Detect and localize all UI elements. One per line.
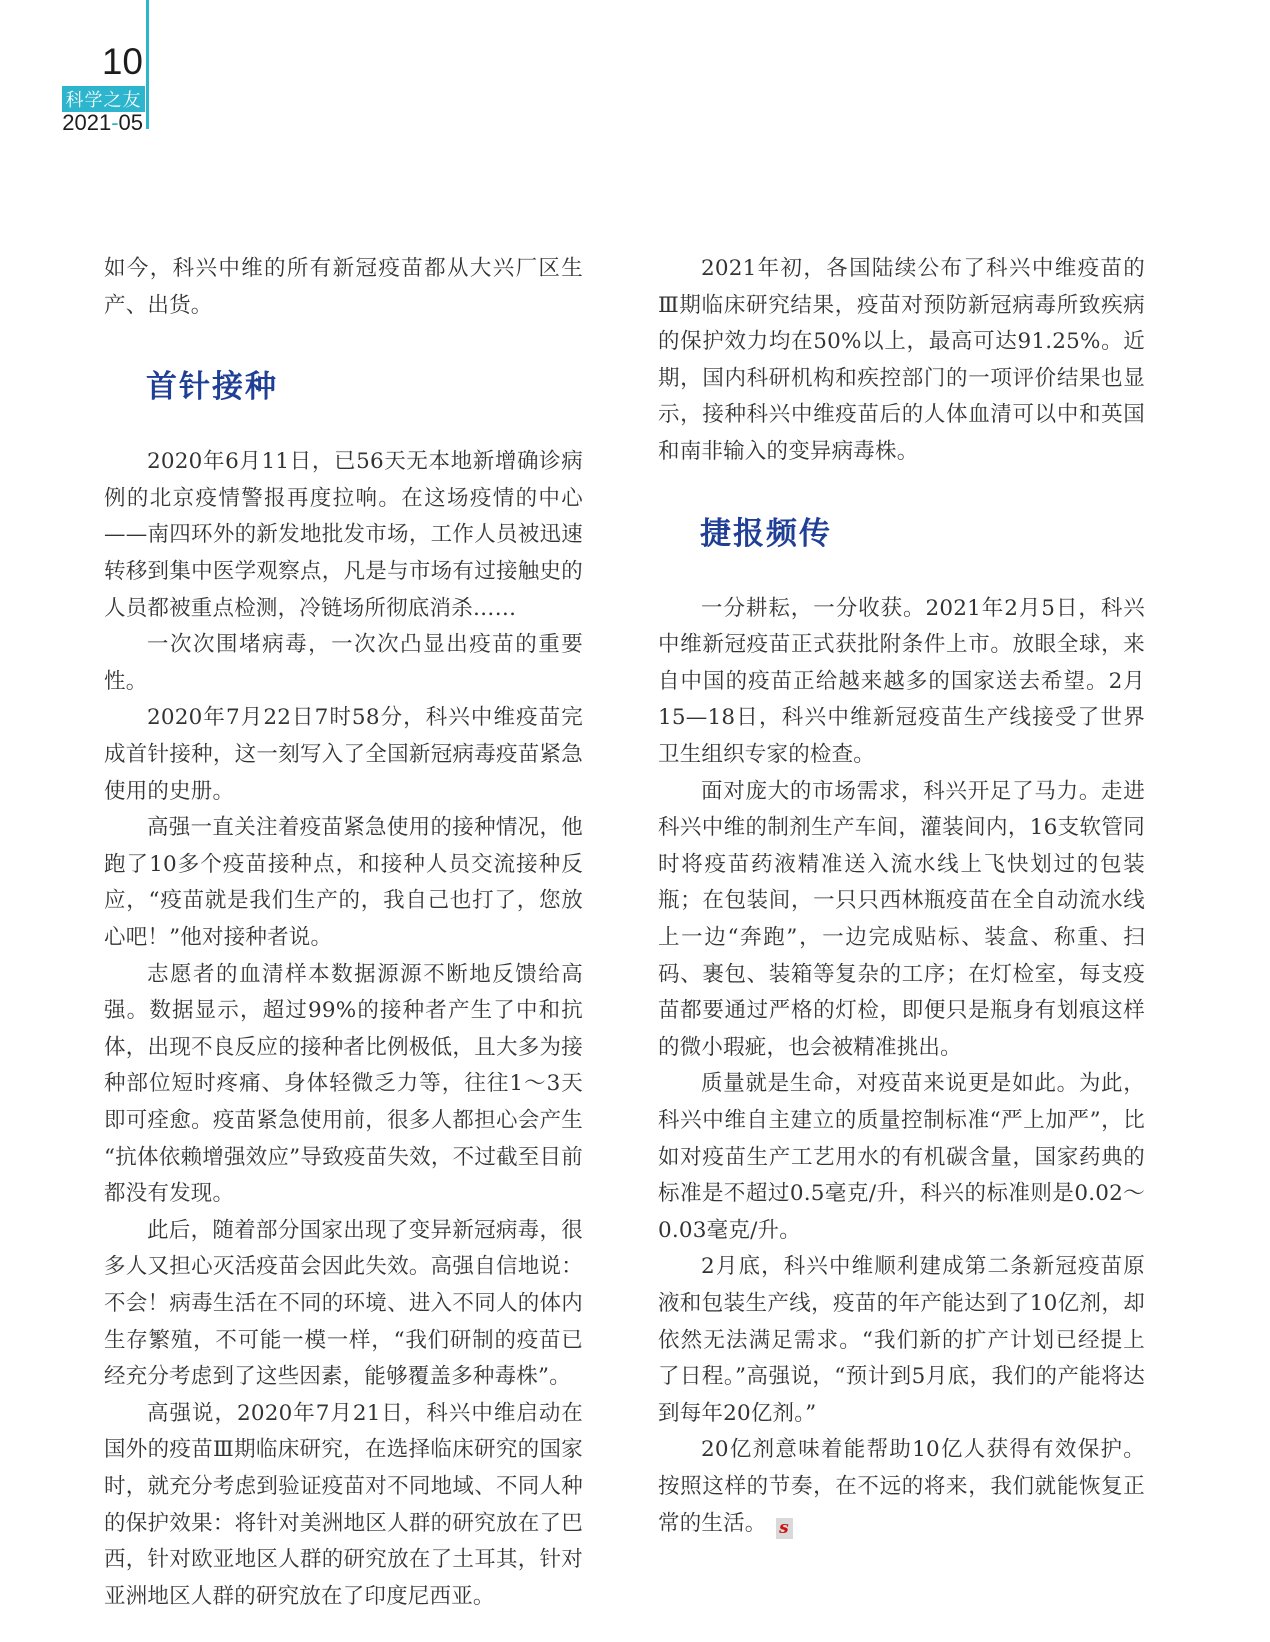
page-number: 10 (101, 41, 143, 82)
paragraph: 一分耕耘，一分收获。2021年2月5日，科兴中维新冠疫苗正式获批附条件上市。放眼全球，来自中国的疫苗正给越来越多的国家送去希望。2月15—18日，科兴中维新冠疫苗生产线接受了世界卫生组织专家的检查。 (658, 595, 1145, 768)
paragraph: 2020年7月22日7时58分，科兴中维疫苗完成首针接种，这一刻写入了全国新冠病毒疫苗紧急使用的史册。 (104, 705, 583, 804)
paragraph: 高强说，2020年7月21日，科兴中维启动在国外的疫苗Ⅲ期临床研究，在选择临床研究的国家时，就充分考虑到验证疫苗对不同地域、不同人种的保护效果：将针对美洲地区人群的研究放在了巴西，针对欧亚地区人群的研究放在了土耳其，针对亚洲地区人群的研究放在了印度尼西亚。 (104, 1400, 583, 1609)
paragraph: 2020年6月11日，已56天无本地新增确诊病例的北京疫情警报再度拉响。在这场疫情的中心——南四环外的新发地批发市场，工作人员被迅速转移到集中医学观察点，凡是与市场有过接触史的人员都被重点检测，冷链场所彻底消杀…… (104, 449, 583, 621)
paragraph: 高强一直关注着疫苗紧急使用的接种情况，他跑了10多个疫苗接种点，和接种人员交流接种反应，“疫苗就是我们生产的，我自己也打了，您放心吧！”他对接种者说。 (104, 815, 583, 950)
paragraph: 一次次围堵病毒，一次次凸显出疫苗的重要性。 (104, 632, 583, 694)
paragraph: 志愿者的血清样本数据源源不断地反馈给高强。数据显示，超过99%的接种者产生了中和抗体，出现不良反应的接种者比例极低，且大多为接种部位短时疼痛、身体轻微乏力等，往往1～3天即可痊愈。疫苗紧急使用前，很多人都担心会产生“抗体依赖增强效应”导致疫苗失效，不过截至目前都没有发现。 (104, 961, 583, 1207)
magazine-name: 科学之友 (65, 90, 142, 110)
issue-year: 2021 (62, 110, 112, 135)
end-of-article-mark: s (776, 1518, 793, 1539)
paragraph: 2021年初，各国陆续公布了科兴中维疫苗的Ⅲ期临床研究结果，疫苗对预防新冠病毒所致疾病的保护效力均在50%以上，最高可达91.25%。近期，国内科研机构和疾控部门的一项评价结果也显示，接种科兴中维疫苗后的人体血清可以中和英国和南非输入的变异病毒株。 (658, 256, 1145, 464)
paragraph (658, 1432, 1145, 1542)
paragraph: 此后，随着部分国家出现了变异新冠病毒，很多人又担心灭活疫苗会因此失效。高强自信地说：不会！病毒生活在不同的环境、进入不同人的体内生存繁殖，不可能一模一样，“我们研制的疫苗已经充分考虑到了这些因素，能够覆盖多种毒株”。 (104, 1217, 583, 1390)
paragraph: 如今，科兴中维的所有新冠疫苗都从大兴厂区生产、出货。 (104, 256, 583, 318)
paragraph: 面对庞大的市场需求，科兴开足了马力。走进科兴中维的制剂生产车间，灌装间内，16支软管同时将疫苗药液精准送入流水线上飞快划过的包装瓶；在包装间，一只只西林瓶疫苗在全自动流水线上一边“奔跑”，一边完成贴标、装盒、称重、扫码、裹包、装箱等复杂的工序；在灯检室，每支疫苗都要通过严格的灯检，即便只是瓶身有划痕这样的微小瑕疵，也会被精准挑出。 (658, 778, 1145, 1060)
paragraph: 2月底，科兴中维顺利建成第二条新冠疫苗原液和包装生产线，疫苗的年产能达到了10亿剂，却依然无法满足需求。“我们新的扩产计划已经提上了日程。”高强说，“预计到5月底，我们的产能将达到每年20亿剂。” (658, 1254, 1145, 1426)
paragraph: 质量就是生命，对疫苗来说更是如此。为此，科兴中维自主建立的质量控制标准“严上加严”，比如对疫苗生产工艺用水的有机碳含量，国家药典的标准是不超过0.5毫克/升，科兴的标准则是0.02～0.03毫克/升。 (658, 1071, 1145, 1243)
section-heading-good-news: 捷报频传 (700, 515, 832, 551)
issue-month: 05 (118, 110, 143, 135)
issue-number (30, 111, 143, 135)
right-column (658, 251, 1145, 1542)
issue-dash: - (111, 110, 119, 135)
magazine-name-badge (62, 86, 145, 112)
paragraph-text: 20亿剂意味着能帮助10亿人获得有效保护。按照这样的节奏，在不远的将来，我们就能恢复正常的生活。 (658, 1437, 1145, 1536)
section-heading-first-shot: 首针接种 (146, 369, 278, 405)
left-column (104, 251, 583, 1615)
header-divider-line (146, 0, 149, 129)
